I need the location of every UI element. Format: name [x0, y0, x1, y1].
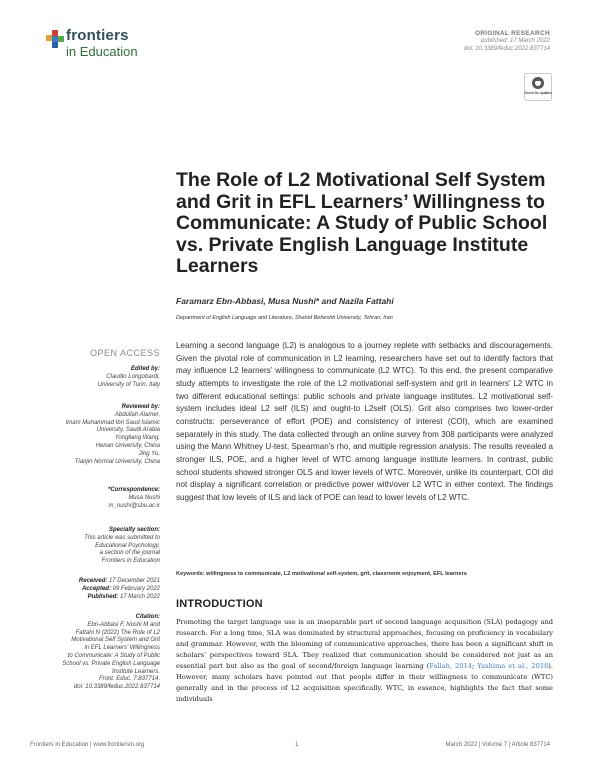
citation-line: Ebn-Abbasi F, Nushi M and [87, 621, 160, 628]
specialty-line: a section of the journal [99, 550, 160, 557]
introduction-paragraph [176, 617, 553, 705]
reviewed-by-block [30, 404, 160, 466]
dates-block [30, 578, 160, 601]
footer-journal[interactable]: Frontiers in Education | www.frontiersin.org [30, 742, 145, 748]
citation-block [30, 614, 160, 692]
citation-line: School vs. Private English Language [62, 660, 160, 667]
specialty-line: This article was submitted to [84, 534, 160, 541]
section-heading-introduction: INTRODUCTION [176, 598, 263, 610]
editor-name: Claudio Longobardi, [106, 373, 160, 380]
abstract-text: Learning a second language (L2) is analogous to a journey replete with setbacks and discouragements. Given the pivotal role of communication in L2 learning, researchers have set out to identify factors that may influence L2 learners’ willingness to communicate (L2 WTC). To this end, the present comparative study attempts to investigate the role of the L2 motivational self-system and grit in learners’ L2 WTC in two different educational settings: public schools and private language institutes. L2 motivational self-system includes ideal L2 self (ILS) and ought-to L2self (OLS). Grit also comprises two lower-order constructs: perseverance of effort (POE) and consistency of interest (COI), which are examined separately in this study. The data collected through an online survey from 308 participants were analyzed using the Mann Whitney U-test, Spearman’s rho, and multiple regression analysis. The results revealed a stronger ILS, POE, and a higher level of WTC among language institute learners. In contrast, public school students showed stronger OLS and lower levels of WTC. Moreover, unlike its counterpart, COI did not display a significant correlation or predictive power with/over L2 WTC in either context. The findings suggest that low levels of ILS and lack of POE can lead to lower levels of L2 WTC. [176, 341, 553, 502]
check-updates-label: Check for updates [524, 91, 552, 95]
citation-line: to Communicate: A Study of Public [67, 652, 160, 659]
reviewer-line: Jing Yu, [138, 450, 160, 457]
citation-doi[interactable]: doi: 10.3389/feduc.2022.837714 [73, 684, 160, 691]
reviewer-line: University, Saudi Arabia [96, 427, 160, 434]
citation-link[interactable]: Yashima et al., 2018 [477, 662, 549, 670]
reviewer-line: Yongliang Wang, [114, 435, 160, 442]
journal-logo[interactable] [46, 28, 186, 68]
footer-issue: March 2022 | Volume 7 | Article 837714 [445, 742, 550, 748]
citation-label: Citation: [135, 614, 160, 620]
citation-line: Front. Educ. 7:837714. [98, 676, 160, 683]
specialty-line: Frontiers in Education [101, 558, 160, 565]
correspondent-name: Musa Nushi [128, 494, 160, 501]
correspondence-label: *Correspondence: [107, 487, 160, 493]
published-label: Published: [87, 593, 119, 600]
intro-separator: ; [472, 662, 478, 670]
keywords-list: willingness to communicate, L2 motivational self-system, grit, classroom enjoyment, EFL learners [206, 571, 467, 577]
citation-line: Motivational Self System and Grit [71, 637, 160, 644]
published-date: published: 17 March 2022 [480, 38, 550, 44]
doi-link[interactable]: doi: 10.3389/feduc.2022.837714 [463, 46, 550, 52]
reviewed-by-label: Reviewed by: [121, 404, 160, 410]
citation-link[interactable]: Fallah, 2014 [429, 662, 472, 670]
affiliation: Department of English Language and Literature, Shahid Beheshti University, Tehran, Iran [176, 315, 393, 321]
author-list: Faramarz Ebn-Abbasi, Musa Nushi* and Nazila Fattahi [176, 296, 394, 306]
editor-affiliation: University of Turin, Italy [97, 381, 160, 388]
correspondence-block [30, 487, 160, 510]
specialty-line: Educational Psychology, [95, 542, 160, 549]
reviewer-line: Imam Muhammad Ibn Saud Islamic [65, 419, 160, 426]
intro-text: Promoting the target language use is an inseparable part of second language acquisition (SLA) pedagogy and research. For a long time, SLA was dominated by structural approaches, focusing on proficiency in vocabulary and grammar. However, with the blooming of communicative approaches, there has been a significant shift in scholars’ perspectives toward SLA. They realized that communication should be considered not just as an essential part but also as the goal of second/foreign language learning ( [176, 618, 553, 670]
received-label: Received: [78, 578, 108, 584]
edited-by-block [30, 366, 160, 389]
page-number: 1 [295, 742, 299, 748]
citation-line: Fattahi N (2022) The Role of L2 [75, 629, 160, 636]
citation-line: in EFL Learners’ Willingness [84, 645, 160, 652]
intro-text: ). However, many scholars have pointed out that people differ in their willingness to communicate (WTC) generally and in the process of L2 acquisition specifically. WTC, in essence, highlights the fact that some individuals [176, 662, 553, 703]
check-for-updates-badge[interactable] [524, 73, 552, 101]
reviewer-line: Henan University, China [95, 442, 160, 449]
reviewer-line: Abdullah Alamer, [114, 411, 160, 418]
open-access-label: OPEN ACCESS [89, 348, 160, 358]
accepted-label: Accepted: [81, 585, 111, 592]
journal-name-line1: frontiers [66, 27, 129, 44]
frontiers-logo-icon [46, 30, 64, 48]
keywords-line [176, 571, 566, 577]
journal-name-line2: in Education [66, 44, 138, 59]
article-title: The Role of L2 Motivational Self System and Grit in EFL Learners’ Willingness to Communicate: A Study of Public School vs. Private English Language Institute Learners [176, 169, 548, 277]
received-date: 17 December 2021 [108, 578, 160, 584]
reviewer-line: Tianjin Normal University, China [74, 458, 160, 465]
keywords-label: Keywords: [176, 571, 205, 577]
accepted-date: 09 February 2022 [112, 585, 160, 592]
check-updates-icon [524, 73, 552, 101]
article-type: ORIGINAL RESEARCH [474, 30, 550, 37]
edited-by-label: Edited by: [130, 366, 160, 372]
published-date-sidebar: 17 March 2022 [119, 593, 160, 600]
specialty-block [30, 527, 160, 566]
correspondent-email[interactable]: m_nushi@sbu.ac.ir [108, 502, 160, 509]
specialty-label: Specialty section: [108, 527, 160, 533]
article-header-meta [350, 30, 550, 53]
citation-line: Institute Learners. [111, 668, 160, 675]
